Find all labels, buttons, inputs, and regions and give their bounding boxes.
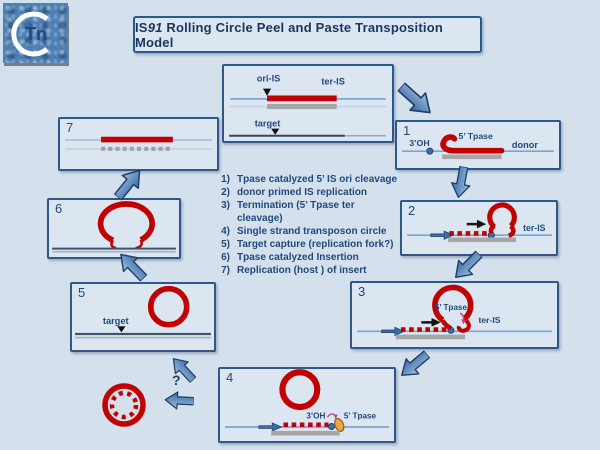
- logo-tn-text: Tn: [25, 24, 47, 44]
- legend-num: 4): [221, 226, 230, 237]
- circle-tail-left: [443, 320, 451, 328]
- ter-is-label: ter-IS: [321, 76, 345, 87]
- title-rest: Rolling Circle Peel and Paste Transposition Model: [135, 19, 443, 50]
- three-prime-oh-label: 3’OH: [409, 138, 430, 149]
- flow-arrow-3-to-4-icon: [394, 346, 434, 385]
- step-box-7: [58, 117, 219, 171]
- step-3-diagram: [352, 283, 557, 347]
- inserting-circle: [101, 204, 153, 240]
- transposon-circle: [282, 372, 317, 407]
- legend-item-4: [216, 225, 402, 238]
- legend-text: Target capture (replication fork?): [237, 239, 394, 250]
- logo: [3, 3, 68, 63]
- legend-text: donor primed IS replication: [237, 187, 368, 198]
- title-box: [133, 16, 482, 53]
- five-prime-tpase-label: 5’ Tpase: [458, 130, 493, 141]
- legend-item-3: [216, 199, 402, 225]
- legend-item-7: [216, 264, 402, 277]
- legend-item-6: [216, 251, 402, 264]
- step-7-diagram: [60, 119, 217, 169]
- step-number-5: 5: [78, 285, 86, 300]
- start-box: [222, 64, 394, 143]
- target-marker-icon: [271, 129, 279, 135]
- target-label: target: [254, 118, 281, 129]
- steps-legend: [216, 173, 402, 277]
- title-prefix: IS: [135, 19, 148, 35]
- legend-num: 5): [221, 239, 230, 250]
- legend-text: Single strand transposon circle: [237, 226, 387, 237]
- legend-item-2: [216, 186, 402, 199]
- ori-marker-icon: [263, 89, 271, 96]
- page-title: [135, 20, 480, 50]
- start-box-diagram: [224, 66, 392, 141]
- target-label: target: [102, 316, 129, 327]
- five-prime-tpase-label: 5’ Tpase: [434, 302, 468, 312]
- step-5-diagram: [72, 284, 214, 350]
- oh-dot-icon: [328, 423, 334, 429]
- legend-text: Tpase catalyzed Insertion: [237, 252, 359, 263]
- legend-num: 1): [221, 174, 230, 185]
- flow-arrow-start-to-1-icon: [392, 77, 439, 123]
- legend-item-5: [216, 238, 402, 251]
- flow-arrow-4-to-5-icon: [165, 351, 200, 387]
- step-box-3: [350, 281, 559, 349]
- logo-graphic: [3, 3, 68, 63]
- five-prime-tpase-label: 5’ Tpase: [343, 411, 377, 421]
- step-6-diagram: [49, 200, 179, 257]
- ori-is-label: ori-IS: [256, 73, 281, 84]
- step-box-2: [400, 200, 558, 256]
- legend-num: 3): [221, 200, 230, 211]
- insertion-end-left: [111, 240, 116, 248]
- replication-direction-arrow-icon: [382, 327, 404, 335]
- step-1-diagram: [397, 122, 559, 168]
- ter-is-label: ter-IS: [478, 315, 501, 326]
- step-box-6: [47, 198, 181, 259]
- title-italic: 91: [147, 19, 163, 35]
- legend-num: 2): [221, 187, 230, 198]
- loop-tail-right: [509, 226, 514, 236]
- donor-label: donor: [511, 140, 538, 151]
- flow-arrow-4-to-circle-icon: [163, 390, 196, 411]
- legend-item-1: [216, 173, 402, 186]
- three-prime-oh-label: 3’OH: [306, 411, 326, 421]
- step-number-7: 7: [66, 120, 74, 135]
- step-box-5: [70, 282, 216, 352]
- flow-arrow-1-to-2-icon: [448, 165, 474, 200]
- ter-is-label: ter-IS: [523, 223, 546, 234]
- progress-arrow-icon: [467, 220, 487, 229]
- step-4-diagram: [220, 369, 394, 441]
- insertion-end-right: [136, 240, 142, 248]
- question-mark: ?: [172, 372, 181, 388]
- step-number-6: 6: [55, 201, 63, 216]
- transposon-circle: [151, 289, 187, 325]
- replication-direction-arrow-icon: [259, 423, 282, 431]
- oh-dot-icon: [427, 148, 433, 154]
- step-box-1: [395, 120, 561, 170]
- step-number-1: 1: [403, 123, 411, 138]
- transposon-loop: [490, 205, 515, 227]
- legend-num: 6): [221, 252, 230, 263]
- step-number-3: 3: [358, 284, 366, 299]
- target-marker-icon: [117, 326, 125, 332]
- ds-transposon-circle-icon: [98, 380, 150, 432]
- step-number-2: 2: [408, 203, 416, 218]
- legend-text: Tpase catalyzed 5’ IS ori cleavage: [237, 174, 398, 185]
- inner-dashed-circle: [112, 393, 136, 417]
- step-number-4: 4: [226, 370, 234, 385]
- step-box-4: [218, 367, 396, 443]
- legend-num: 7): [221, 265, 230, 276]
- step-2-diagram: [402, 202, 556, 254]
- legend-text: Termination (5’ Tpase ter cleavage): [237, 200, 355, 224]
- legend-text: Replication (host ) of insert: [237, 265, 367, 276]
